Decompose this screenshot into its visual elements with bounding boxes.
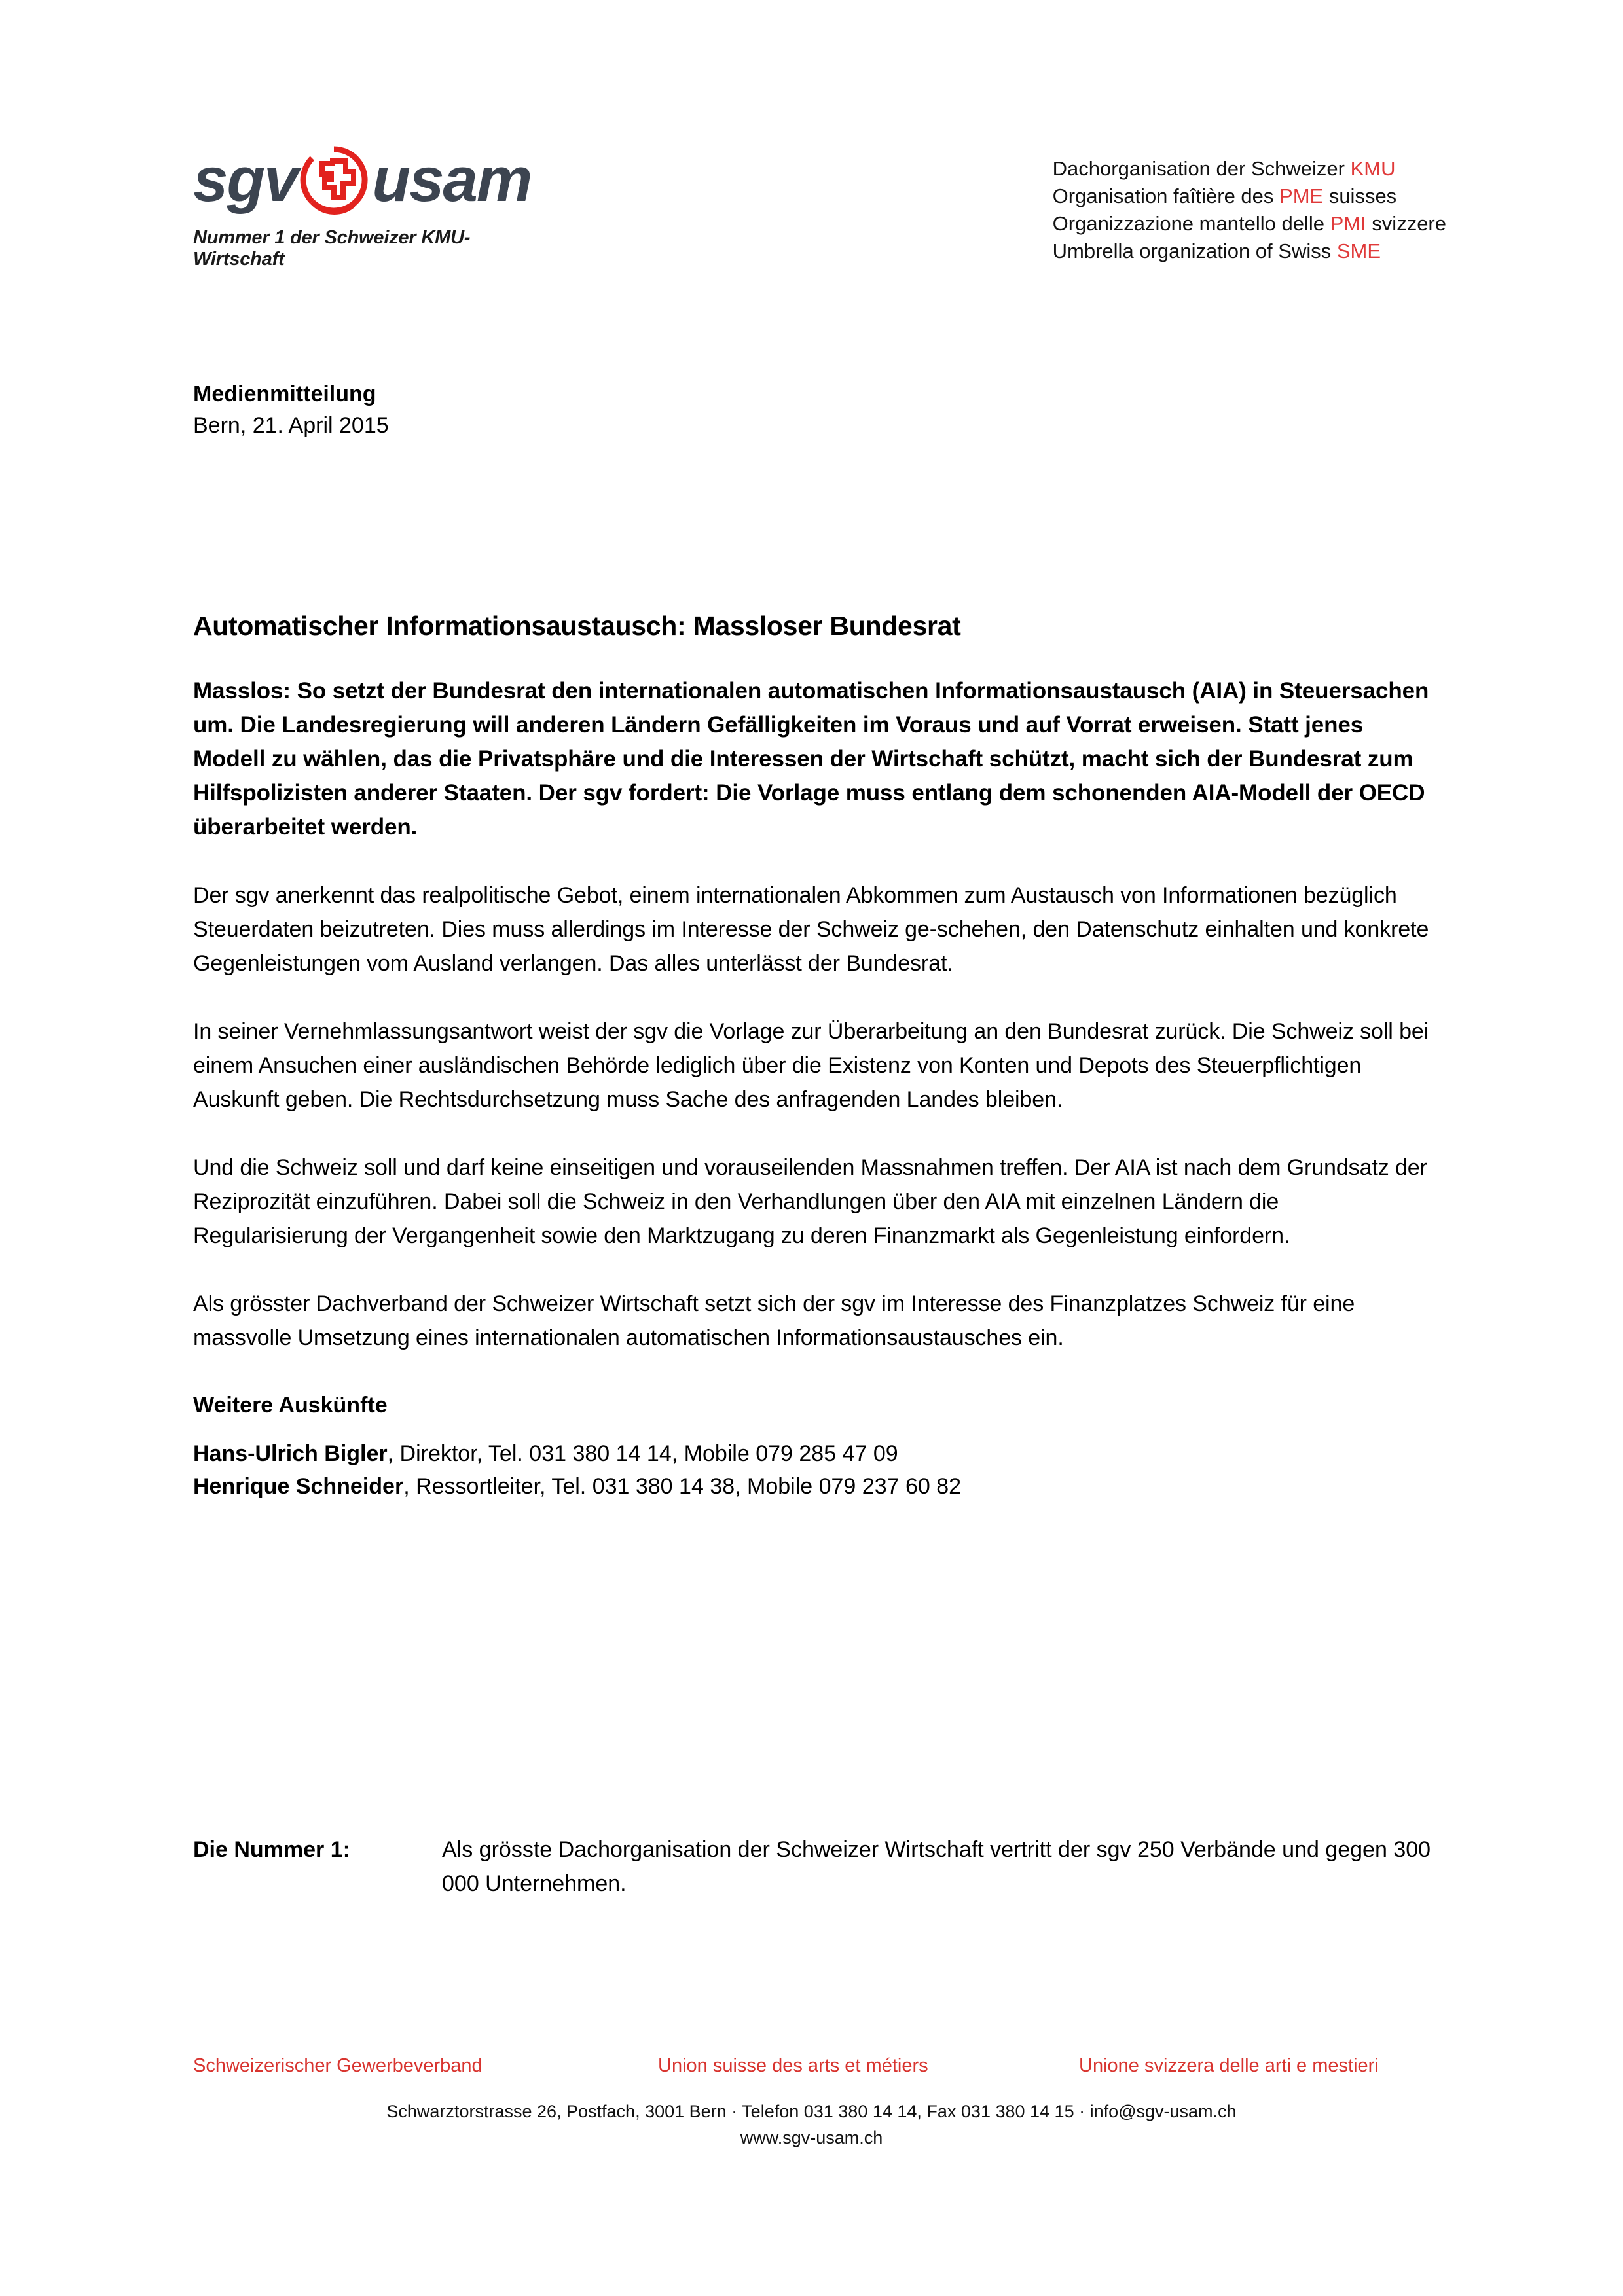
nummer-eins-label: Die Nummer 1: <box>193 1837 350 1862</box>
body-paragraph: In seiner Vernehmlassungsantwort weist der sgv die Vorlage zur Überarbeitung an den Bundesrat zurück. Die Schweiz soll bei einem Ansuchen einer ausländischen Behörde lediglich über die Existenz von Konten und Depots des Steuerpflichtigen Auskunft geben. Die Rechtsdurchsetzung muss Sache des anfragenden Landes bleiben. <box>193 1019 1429 1112</box>
contact-name: Henrique Schneider <box>193 1474 404 1499</box>
nummer-eins-block <box>193 1833 1437 1901</box>
article-body <box>193 609 1437 1503</box>
footer-name-de: Schweizerischer Gewerbeverband <box>193 2055 483 2076</box>
release-meta <box>193 378 389 441</box>
org-line-fr-highlight: PME <box>1279 185 1324 207</box>
body-paragraph: Und die Schweiz soll und darf keine einseitigen und vorauseilenden Massnahmen treffen. Der AIA ist nach dem Grundsatz der Reziprozität einzuführen. Dabei soll die Schweiz in den Verhandlungen über den AIA mit einzelnen Ländern die Regularisierung der Vergangenheit sowie den Marktzugang zu deren Finanzmarkt als Gegenleistung einfordern. <box>193 1155 1427 1248</box>
document-header <box>193 141 1446 270</box>
sgv-usam-emblem-icon <box>297 143 371 217</box>
footer-address-line: Schwarztorstrasse 26, Postfach, 3001 Bern · Telefon 031 380 14 14, Fax 031 380 14 15 · info@sgv-usam.ch <box>386 2102 1237 2121</box>
organization-descriptor <box>1053 141 1446 265</box>
footer-name-it: Unione svizzera delle arti e mestieri <box>1079 2055 1379 2076</box>
contact-row <box>193 1470 1437 1503</box>
contact-row <box>193 1437 1437 1470</box>
contact-details: , Ressortleiter, Tel. 031 380 14 38, Mobile 079 237 60 82 <box>403 1474 962 1499</box>
document-footer <box>0 2055 1623 2151</box>
footer-name-fr: Union suisse des arts et métiers <box>658 2055 928 2076</box>
body-paragraph: Als grösster Dachverband der Schweizer Wirtschaft setzt sich der sgv im Interesse des Finanzplatzes Schweiz für eine massvolle Umsetzung eines internationalen automatischen Informationsaustausches ein. <box>193 1291 1355 1350</box>
org-line-de-highlight: KMU <box>1350 157 1396 180</box>
place-and-date: Bern, 21. April 2015 <box>193 413 389 438</box>
org-line-fr: Organisation faîtière des PME suisses <box>1052 185 1397 207</box>
org-line-it: Organizzazione mantello delle PMI svizzere <box>1052 212 1446 235</box>
org-line-en-highlight: SME <box>1336 240 1381 262</box>
lead-paragraph: Masslos: So setzt der Bundesrat den internationalen automatischen Informationsaustausch (AIA) in Steuersachen um. Die Landesregierung will anderen Ländern Gefälligkeiten im Voraus und auf Vorrat erweisen. Statt jenes Modell zu wählen, das die Privatsphäre und die Interessen der Wirtschaft schützt, macht sich der Bundesrat zum Hilfspolizisten anderer Staaten. Der sgv fordert: Die Vorlage muss entlang dem schonenden AIA-Modell der OECD überarbeitet werden. <box>193 678 1429 840</box>
footer-association-names <box>0 2055 1623 2089</box>
logo-text-sgv: sgv <box>193 145 298 215</box>
org-line-en: Umbrella organization of Swiss SME <box>1052 240 1381 262</box>
body-paragraph: Der sgv anerkennt das realpolitische Gebot, einem internationalen Abkommen zum Austausch von Informationen bezüglich Steuerdaten beizutreten. Dies muss allerdings im Interesse der Schweiz ge-schehen, den Datenschutz einhalten und konkrete Gegenleistungen vom Ausland verlangen. Das alles unterlässt der Bundesrat. <box>193 883 1429 976</box>
nummer-eins-description: Als grösste Dachorganisation der Schweizer Wirtschaft vertritt der sgv 250 Verbände und gegen 300 000 Unternehmen. <box>442 1837 1431 1896</box>
org-line-it-highlight: PMI <box>1330 212 1366 235</box>
contact-name: Hans-Ulrich Bigler <box>193 1441 388 1466</box>
page-title: Automatischer Informationsaustausch: Massloser Bundesrat <box>193 611 961 641</box>
footer-contact-details <box>0 2098 1623 2151</box>
document-type-label: Medienmitteilung <box>193 382 376 406</box>
contacts-heading: Weitere Auskünfte <box>193 1393 388 1418</box>
contact-details: , Direktor, Tel. 031 380 14 14, Mobile 079 285 47 09 <box>387 1441 898 1466</box>
sgv-usam-logo <box>193 141 560 270</box>
footer-website: www.sgv-usam.ch <box>740 2128 883 2147</box>
logo-text-usam: usam <box>372 145 532 215</box>
logo-wordmark <box>193 141 560 219</box>
org-line-de: Dachorganisation der Schweizer KMU <box>1052 157 1396 180</box>
logo-tagline: Nummer 1 der Schweizer KMU-Wirtschaft <box>193 227 471 270</box>
